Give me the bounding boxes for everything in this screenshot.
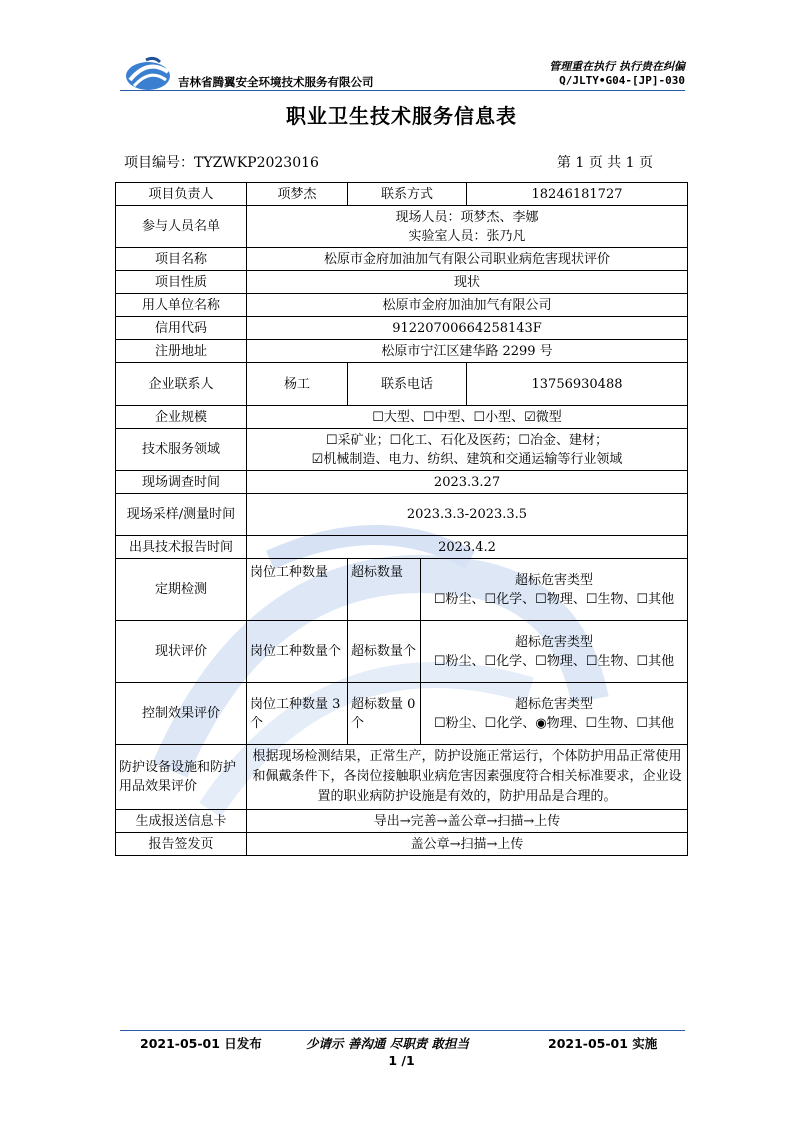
header-slogan: 管理重在执行 执行贵在纠偏: [549, 60, 685, 73]
cell-label: 出具技术报告时间: [116, 536, 247, 559]
cell-label: 报告签发页: [116, 833, 247, 856]
hazard-type-options: ☐粉尘、☐化学、☐物理、☐生物、☐其他: [433, 591, 675, 607]
cell-label: 信用代码: [116, 317, 247, 340]
footer-divider: [120, 1030, 685, 1031]
footer-motto: 少请示 善沟通 尽职责 敢担当: [306, 1036, 470, 1051]
cell-label: 现状评价: [116, 621, 247, 683]
cell-label: 项目负责人: [116, 183, 247, 206]
project-number: 项目编号：TYZWKP2023016: [124, 155, 319, 171]
hazard-type-label: 超标危害类型: [515, 696, 594, 712]
cell-label: 参与人员名单: [116, 206, 247, 248]
page-info: 第 1 页 共 1 页: [556, 155, 653, 171]
cell-label: 技术服务领域: [116, 429, 247, 471]
cell-label: 企业规模: [116, 406, 247, 429]
company-name: 吉林省腾翼安全环境技术服务有限公司: [178, 75, 374, 89]
table-row: [116, 406, 688, 429]
table-row: [116, 183, 688, 206]
cell-label: 防护设备设施和防护用品效果评价: [116, 745, 247, 810]
hazard-type-cell: [421, 621, 688, 683]
hazard-type-label: 超标危害类型: [515, 634, 594, 650]
table-row: [116, 536, 688, 559]
cell-label: 项目名称: [116, 248, 247, 271]
issue-date: 2021-05-01 日发布: [140, 1036, 262, 1051]
employer-name: 松原市金府加油加气有限公司: [247, 294, 688, 317]
table-row: [116, 559, 688, 621]
project-nature: 现状: [247, 271, 688, 294]
exceed-count: 超标数量个: [348, 621, 421, 683]
survey-date: 2023.3.27: [247, 471, 688, 494]
table-row: [116, 810, 688, 833]
job-count: 岗位工种数量: [247, 559, 348, 621]
cell-label: 联系电话: [348, 363, 467, 406]
signature-page-steps: 盖公章→扫描→上传: [247, 833, 688, 856]
project-name: 松原市金府加油加气有限公司职业病危害现状评价: [247, 248, 688, 271]
table-row: [116, 833, 688, 856]
hazard-type-label: 超标危害类型: [515, 572, 594, 588]
exceed-count: 超标数量 0 个: [348, 683, 421, 745]
table-row: [116, 745, 688, 810]
service-domain-line2: ☑机械制造、电力、纺织、建筑和交通运输等行业领域: [311, 451, 623, 467]
header-divider: [120, 90, 685, 91]
cell-label: 用人单位名称: [116, 294, 247, 317]
table-row: [116, 621, 688, 683]
company-phone: 13756930488: [467, 363, 688, 406]
table-row: [116, 271, 688, 294]
protection-evaluation: 根据现场检测结果，正常生产，防护设施正常运行，个体防护用品正常使用和佩戴条件下，各岗位接触职业病危害因素强度符合相关标准要求，企业设置的职业病防护设施是有效的，防护用品是合理的。: [247, 745, 688, 810]
cell-label: 现场调查时间: [116, 471, 247, 494]
cell-label: 定期检测: [116, 559, 247, 621]
job-count: 岗位工种数量个: [247, 621, 348, 683]
info-card-steps: 导出→完善→盖公章→扫描→上传: [247, 810, 688, 833]
service-domain-cell: [247, 429, 688, 471]
effective-date: 2021-05-01 实施: [548, 1036, 658, 1051]
hazard-type-options: ☐粉尘、☐化学、◉物理、☐生物、☐其他: [434, 715, 674, 731]
hazard-type-cell: [421, 559, 688, 621]
company-contact: 杨工: [247, 363, 348, 406]
table-row: [116, 494, 688, 536]
cell-label: 现场采样/测量时间: [116, 494, 247, 536]
credit-code: 91220700664258143F: [247, 317, 688, 340]
table-row: [116, 683, 688, 745]
participants-cell: [247, 206, 688, 248]
company-logo-icon: [124, 54, 172, 94]
document-code: Q/JLTY•G04-[JP]-030: [559, 74, 685, 87]
service-domain-line1: ☐采矿业；☐化工、石化及医药；☐冶金、建材；: [326, 432, 608, 448]
hazard-type-cell: [421, 683, 688, 745]
cell-label: 注册地址: [116, 340, 247, 363]
registered-address: 松原市宁江区建华路 2299 号: [247, 340, 688, 363]
hazard-type-options: ☐粉尘、☐化学、☐物理、☐生物、☐其他: [433, 653, 675, 669]
job-count: 岗位工种数量 3 个: [247, 683, 348, 745]
exceed-count: 超标数量: [348, 559, 421, 621]
cell-label: 联系方式: [348, 183, 467, 206]
project-leader: 项梦杰: [247, 183, 348, 206]
cell-label: 控制效果评价: [116, 683, 247, 745]
table-row: [116, 248, 688, 271]
table-row: [116, 317, 688, 340]
sampling-date: 2023.3.3-2023.3.5: [247, 494, 688, 536]
participants-field: 现场人员：项梦杰、李娜: [395, 209, 539, 225]
table-row: [116, 363, 688, 406]
table-row: [116, 294, 688, 317]
page-number: 1 /1: [388, 1053, 415, 1068]
company-scale: ☐大型、☐中型、☐小型、☑微型: [247, 406, 688, 429]
table-row: [116, 340, 688, 363]
participants-lab: 实验室人员：张乃凡: [408, 228, 526, 244]
cell-label: 生成报送信息卡: [116, 810, 247, 833]
contact-phone: 18246181727: [467, 183, 688, 206]
page-title: 职业卫生技术服务信息表: [286, 104, 517, 128]
table-row: [116, 471, 688, 494]
table-row: [116, 429, 688, 471]
info-table: [115, 182, 688, 856]
cell-label: 项目性质: [116, 271, 247, 294]
cell-label: 企业联系人: [116, 363, 247, 406]
table-row: [116, 206, 688, 248]
report-date: 2023.4.2: [247, 536, 688, 559]
